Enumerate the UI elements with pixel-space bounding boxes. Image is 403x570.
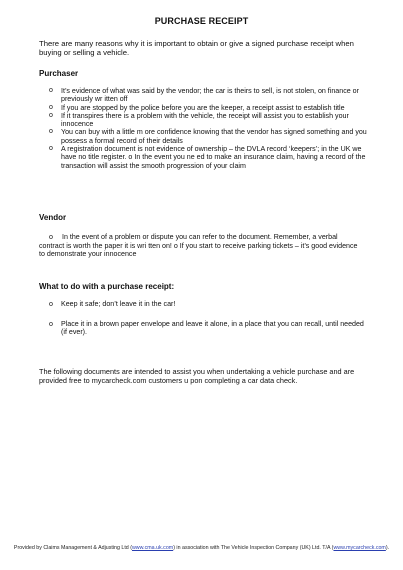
footer [0,545,403,553]
intro-paragraph: There are many reasons why it is important to obtain or give a signed purchase receipt when buying or selling a vehicle. [39,39,354,58]
list-item [49,320,367,337]
list-item [49,104,367,112]
bullet-icon: o [49,233,53,241]
footer-middle: ) in association with The Vehicle Inspection Company (UK) Ltd. T/A ( [173,545,334,551]
list-item-text: Keep it safe; don’t leave it in the car! [61,300,176,308]
bullet-icon: o [49,87,53,94]
vendor-item-text: In the event of a problem or dispute you can refer to the document. Remember, a verbal contract is worth the paper it is wri tten on! o If you start to receive parking tickets – it’s good evidence to demonstrate your innocence [39,233,358,259]
list-item [49,300,367,308]
what-to-do-heading: What to do with a purchase receipt: [39,282,175,291]
footer-link-cma[interactable]: www.cma.uk.com [131,545,174,551]
footer-suffix: ). [385,545,390,551]
bullet-icon: o [49,103,53,111]
list-item-text: Place it in a brown paper envelope and leave it alone, in a place that you can recall, until needed (if ever). [61,320,364,337]
list-item-text: If you are stopped by the police before you are the keeper, a receipt assist to establish title [61,103,345,112]
vendor-item [39,233,364,259]
bullet-icon: o [49,320,53,328]
list-item [49,112,367,129]
bullet-icon: o [49,111,53,119]
purchaser-heading: Purchaser [39,69,79,78]
list-item-text: If it transpires there is a problem with the vehicle, the receipt will assist you to establish your innocence [61,111,349,129]
bullet-icon: o [49,300,53,308]
bullet-icon: o [49,128,53,136]
page-title: PURCHASE RECEIPT [154,16,249,26]
outro-paragraph: The following documents are intended to assist you when undertaking a vehicle purchase and are provided free to mycarcheck.com customers u pon completing a car data check. [39,367,355,385]
vendor-heading: Vendor [39,213,67,222]
list-item-text: It’s evidence of what was said by the vendor; the car is theirs to sell, is not stolen, on finance or previously wr itten off [61,87,359,104]
list-item [49,128,367,145]
list-item-text: You can buy with a little m ore confidence knowing that the vendor has signed something and you possess a formal record of their details [61,128,367,145]
footer-link-mycarcheck[interactable]: www.mycarcheck.com [333,545,386,551]
list-item [49,145,367,170]
list-item-text: A registration document is not evidence of ownership – the DVLA record ‘keepers’; in the UK we have no title register. o In the event you ne ed to make an insurance claim, having a record of the transaction will assist the smooth progression of your claim [61,145,366,170]
purchaser-list [49,87,367,170]
footer-prefix: Provided by Claims Management & Adjusting Ltd ( [13,545,132,551]
bullet-icon: o [49,145,53,153]
list-item [49,87,367,104]
